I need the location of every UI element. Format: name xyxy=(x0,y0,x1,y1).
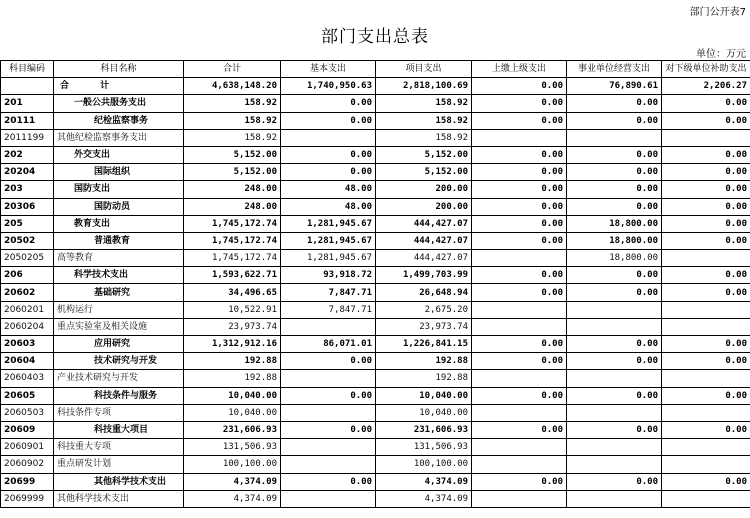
table-row xyxy=(1,95,750,112)
cell-project: 26,648.94 xyxy=(376,284,472,301)
cell-code: 20306 xyxy=(1,198,54,215)
cell-total: 10,040.00 xyxy=(184,404,281,421)
cell-basic: 1,281,945.67 xyxy=(281,232,376,249)
table-row xyxy=(1,336,750,353)
cell-subsidy xyxy=(662,301,750,318)
cell-total: 248.00 xyxy=(184,198,281,215)
cell-business: 0.00 xyxy=(567,164,662,181)
cell-business: 0.00 xyxy=(567,267,662,284)
cell-code xyxy=(1,78,54,95)
cell-total: 158.92 xyxy=(184,95,281,112)
cell-basic xyxy=(281,370,376,387)
cell-project: 2,818,100.69 xyxy=(376,78,472,95)
cell-code: 205 xyxy=(1,215,54,232)
cell-name: 其他科学技术支出 xyxy=(54,473,184,490)
col-header-total: 合计 xyxy=(184,61,281,78)
cell-subsidy: 0.00 xyxy=(662,164,750,181)
table-row xyxy=(1,129,750,146)
cell-project: 158.92 xyxy=(376,95,472,112)
cell-code: 201 xyxy=(1,95,54,112)
cell-project: 10,040.00 xyxy=(376,404,472,421)
table-row xyxy=(1,301,750,318)
table-row xyxy=(1,215,750,232)
table-row xyxy=(1,284,750,301)
cell-code: 202 xyxy=(1,146,54,163)
cell-business: 0.00 xyxy=(567,95,662,112)
cell-total: 4,374.09 xyxy=(184,473,281,490)
cell-business: 0.00 xyxy=(567,284,662,301)
cell-subsidy xyxy=(662,370,750,387)
cell-basic: 0.00 xyxy=(281,353,376,370)
cell-upper: 0.00 xyxy=(472,146,567,163)
cell-business: 0.00 xyxy=(567,336,662,353)
cell-project: 23,973.74 xyxy=(376,318,472,335)
cell-total: 10,040.00 xyxy=(184,387,281,404)
cell-project: 444,427.07 xyxy=(376,232,472,249)
cell-name: 一般公共服务支出 xyxy=(54,95,184,112)
cell-project: 5,152.00 xyxy=(376,164,472,181)
cell-name: 科学技术支出 xyxy=(54,267,184,284)
table-row xyxy=(1,198,750,215)
cell-upper: 0.00 xyxy=(472,336,567,353)
cell-subsidy: 0.00 xyxy=(662,215,750,232)
cell-upper xyxy=(472,456,567,473)
table-row xyxy=(1,404,750,421)
cell-project: 100,100.00 xyxy=(376,456,472,473)
cell-name: 产业技术研究与开发 xyxy=(54,370,184,387)
cell-name: 其他纪检监察事务支出 xyxy=(54,129,184,146)
cell-project: 158.92 xyxy=(376,112,472,129)
cell-total: 158.92 xyxy=(184,112,281,129)
cell-project: 200.00 xyxy=(376,181,472,198)
cell-code: 2060503 xyxy=(1,404,54,421)
cell-total: 4,374.09 xyxy=(184,490,281,507)
cell-project: 4,374.09 xyxy=(376,473,472,490)
table-header-row xyxy=(1,61,750,78)
cell-upper: 0.00 xyxy=(472,164,567,181)
cell-business xyxy=(567,318,662,335)
cell-total: 1,593,622.71 xyxy=(184,267,281,284)
cell-subsidy xyxy=(662,456,750,473)
table-row xyxy=(1,473,750,490)
cell-basic xyxy=(281,129,376,146)
cell-subsidy xyxy=(662,129,750,146)
cell-business: 0.00 xyxy=(567,387,662,404)
cell-project: 1,499,703.99 xyxy=(376,267,472,284)
form-number: 部门公开表7 xyxy=(689,7,746,18)
cell-upper xyxy=(472,301,567,318)
cell-upper xyxy=(472,129,567,146)
cell-subsidy: 0.00 xyxy=(662,232,750,249)
cell-total: 1,745,172.74 xyxy=(184,232,281,249)
cell-upper: 0.00 xyxy=(472,387,567,404)
cell-basic xyxy=(281,404,376,421)
cell-basic: 7,847.71 xyxy=(281,301,376,318)
cell-basic: 0.00 xyxy=(281,421,376,438)
cell-basic: 0.00 xyxy=(281,112,376,129)
cell-upper: 0.00 xyxy=(472,232,567,249)
cell-name: 重点实验室及相关设施 xyxy=(54,318,184,335)
cell-upper: 0.00 xyxy=(472,78,567,95)
cell-total: 248.00 xyxy=(184,181,281,198)
expenditure-table xyxy=(0,60,750,508)
cell-subsidy: 2,206.27 xyxy=(662,78,750,95)
table-row xyxy=(1,181,750,198)
table-row xyxy=(1,387,750,404)
cell-subsidy: 0.00 xyxy=(662,112,750,129)
table-row xyxy=(1,112,750,129)
cell-subsidy: 0.00 xyxy=(662,353,750,370)
cell-project: 131,506.93 xyxy=(376,439,472,456)
table-row xyxy=(1,267,750,284)
table-body xyxy=(1,78,750,508)
cell-subsidy xyxy=(662,439,750,456)
cell-basic: 1,281,945.67 xyxy=(281,250,376,267)
cell-name: 纪检监察事务 xyxy=(54,112,184,129)
table-row xyxy=(1,439,750,456)
cell-business: 18,800.00 xyxy=(567,250,662,267)
cell-name: 科技条件与服务 xyxy=(54,387,184,404)
cell-basic: 0.00 xyxy=(281,164,376,181)
cell-code: 2050205 xyxy=(1,250,54,267)
cell-basic: 93,918.72 xyxy=(281,267,376,284)
cell-code: 20699 xyxy=(1,473,54,490)
cell-code: 20502 xyxy=(1,232,54,249)
cell-upper: 0.00 xyxy=(472,267,567,284)
col-header-code: 科目编码 xyxy=(1,61,54,78)
cell-name: 机构运行 xyxy=(54,301,184,318)
table-row xyxy=(1,318,750,335)
cell-basic: 0.00 xyxy=(281,95,376,112)
cell-project: 200.00 xyxy=(376,198,472,215)
cell-name: 普通教育 xyxy=(54,232,184,249)
table-row xyxy=(1,250,750,267)
cell-upper: 0.00 xyxy=(472,198,567,215)
cell-code: 20604 xyxy=(1,353,54,370)
cell-project: 192.88 xyxy=(376,370,472,387)
page-title: 部门支出总表 xyxy=(321,27,429,47)
cell-code: 20603 xyxy=(1,336,54,353)
table-row xyxy=(1,370,750,387)
cell-business: 0.00 xyxy=(567,112,662,129)
cell-code: 2060403 xyxy=(1,370,54,387)
cell-project: 10,040.00 xyxy=(376,387,472,404)
cell-total: 23,973.74 xyxy=(184,318,281,335)
cell-subsidy: 0.00 xyxy=(662,146,750,163)
col-header-project: 项目支出 xyxy=(376,61,472,78)
table-row xyxy=(1,164,750,181)
cell-code: 2060902 xyxy=(1,456,54,473)
cell-basic: 48.00 xyxy=(281,181,376,198)
cell-code: 20602 xyxy=(1,284,54,301)
cell-subsidy xyxy=(662,318,750,335)
cell-upper: 0.00 xyxy=(472,473,567,490)
cell-basic: 1,740,950.63 xyxy=(281,78,376,95)
cell-basic: 0.00 xyxy=(281,387,376,404)
cell-business: 18,800.00 xyxy=(567,232,662,249)
cell-code: 2060204 xyxy=(1,318,54,335)
cell-total: 100,100.00 xyxy=(184,456,281,473)
cell-subsidy xyxy=(662,250,750,267)
cell-business: 0.00 xyxy=(567,353,662,370)
cell-name: 应用研究 xyxy=(54,336,184,353)
cell-total: 192.88 xyxy=(184,370,281,387)
table-row xyxy=(1,232,750,249)
cell-project: 231,606.93 xyxy=(376,421,472,438)
cell-code: 2060201 xyxy=(1,301,54,318)
col-header-name: 科目名称 xyxy=(54,61,184,78)
cell-subsidy: 0.00 xyxy=(662,336,750,353)
cell-name: 科技重大专项 xyxy=(54,439,184,456)
cell-business xyxy=(567,456,662,473)
cell-business: 0.00 xyxy=(567,421,662,438)
cell-business xyxy=(567,439,662,456)
cell-upper: 0.00 xyxy=(472,353,567,370)
table-row xyxy=(1,456,750,473)
cell-code: 2069999 xyxy=(1,490,54,507)
cell-code: 20605 xyxy=(1,387,54,404)
cell-total: 1,745,172.74 xyxy=(184,215,281,232)
cell-business xyxy=(567,404,662,421)
cell-total: 10,522.91 xyxy=(184,301,281,318)
cell-business: 76,890.61 xyxy=(567,78,662,95)
cell-subsidy xyxy=(662,490,750,507)
cell-name: 国防动员 xyxy=(54,198,184,215)
cell-business: 0.00 xyxy=(567,181,662,198)
cell-basic: 86,071.01 xyxy=(281,336,376,353)
table-row xyxy=(1,146,750,163)
cell-basic xyxy=(281,490,376,507)
table-row xyxy=(1,78,750,95)
cell-subsidy: 0.00 xyxy=(662,95,750,112)
cell-name: 国防支出 xyxy=(54,181,184,198)
cell-total: 4,638,148.20 xyxy=(184,78,281,95)
cell-project: 4,374.09 xyxy=(376,490,472,507)
cell-name: 其他科学技术支出 xyxy=(54,490,184,507)
cell-code: 20204 xyxy=(1,164,54,181)
cell-business: 0.00 xyxy=(567,473,662,490)
cell-basic xyxy=(281,318,376,335)
cell-name: 外交支出 xyxy=(54,146,184,163)
cell-upper xyxy=(472,250,567,267)
table-row xyxy=(1,353,750,370)
cell-total: 231,606.93 xyxy=(184,421,281,438)
cell-business: 18,800.00 xyxy=(567,215,662,232)
cell-total: 192.88 xyxy=(184,353,281,370)
cell-code: 20111 xyxy=(1,112,54,129)
cell-code: 206 xyxy=(1,267,54,284)
cell-project: 1,226,841.15 xyxy=(376,336,472,353)
col-header-upper: 上缴上级支出 xyxy=(472,61,567,78)
cell-subsidy: 0.00 xyxy=(662,473,750,490)
cell-upper xyxy=(472,370,567,387)
cell-upper: 0.00 xyxy=(472,215,567,232)
cell-upper: 0.00 xyxy=(472,181,567,198)
cell-total: 5,152.00 xyxy=(184,164,281,181)
cell-basic: 0.00 xyxy=(281,473,376,490)
cell-business: 0.00 xyxy=(567,198,662,215)
cell-code: 203 xyxy=(1,181,54,198)
cell-name: 技术研究与开发 xyxy=(54,353,184,370)
cell-code: 2011199 xyxy=(1,129,54,146)
cell-name: 科技条件专项 xyxy=(54,404,184,421)
cell-business xyxy=(567,301,662,318)
cell-total: 34,496.65 xyxy=(184,284,281,301)
cell-project: 158.92 xyxy=(376,129,472,146)
cell-upper: 0.00 xyxy=(472,112,567,129)
cell-name: 国际组织 xyxy=(54,164,184,181)
col-header-basic: 基本支出 xyxy=(281,61,376,78)
cell-basic: 1,281,945.67 xyxy=(281,215,376,232)
cell-name: 基础研究 xyxy=(54,284,184,301)
cell-subsidy: 0.00 xyxy=(662,198,750,215)
cell-total: 5,152.00 xyxy=(184,146,281,163)
cell-upper xyxy=(472,404,567,421)
cell-upper: 0.00 xyxy=(472,421,567,438)
cell-total: 131,506.93 xyxy=(184,439,281,456)
cell-business xyxy=(567,490,662,507)
cell-basic xyxy=(281,439,376,456)
cell-project: 2,675.20 xyxy=(376,301,472,318)
cell-project: 192.88 xyxy=(376,353,472,370)
col-header-business: 事业单位经营支出 xyxy=(567,61,662,78)
cell-subsidy: 0.00 xyxy=(662,387,750,404)
cell-code: 2060901 xyxy=(1,439,54,456)
cell-subsidy xyxy=(662,404,750,421)
cell-name: 重点研发计划 xyxy=(54,456,184,473)
cell-code: 20609 xyxy=(1,421,54,438)
cell-subsidy: 0.00 xyxy=(662,284,750,301)
cell-subsidy: 0.00 xyxy=(662,181,750,198)
cell-business xyxy=(567,129,662,146)
cell-name: 教育支出 xyxy=(54,215,184,232)
cell-upper xyxy=(472,490,567,507)
table-row xyxy=(1,421,750,438)
cell-basic: 0.00 xyxy=(281,146,376,163)
cell-upper xyxy=(472,318,567,335)
cell-subsidy: 0.00 xyxy=(662,421,750,438)
cell-name: 科技重大项目 xyxy=(54,421,184,438)
cell-upper: 0.00 xyxy=(472,284,567,301)
cell-basic: 7,847.71 xyxy=(281,284,376,301)
cell-business xyxy=(567,370,662,387)
cell-basic: 48.00 xyxy=(281,198,376,215)
cell-total: 1,745,172.74 xyxy=(184,250,281,267)
cell-total: 1,312,912.16 xyxy=(184,336,281,353)
cell-name: 高等教育 xyxy=(54,250,184,267)
cell-name: 合 计 xyxy=(54,78,184,95)
cell-total: 158.92 xyxy=(184,129,281,146)
cell-subsidy: 0.00 xyxy=(662,267,750,284)
cell-basic xyxy=(281,456,376,473)
cell-business: 0.00 xyxy=(567,146,662,163)
table-row xyxy=(1,490,750,507)
cell-upper xyxy=(472,439,567,456)
cell-project: 5,152.00 xyxy=(376,146,472,163)
cell-project: 444,427.07 xyxy=(376,250,472,267)
cell-project: 444,427.07 xyxy=(376,215,472,232)
col-header-subsidy: 对下级单位补助支出 xyxy=(662,61,750,78)
cell-upper: 0.00 xyxy=(472,95,567,112)
unit-label: 单位：万元 xyxy=(696,49,746,60)
